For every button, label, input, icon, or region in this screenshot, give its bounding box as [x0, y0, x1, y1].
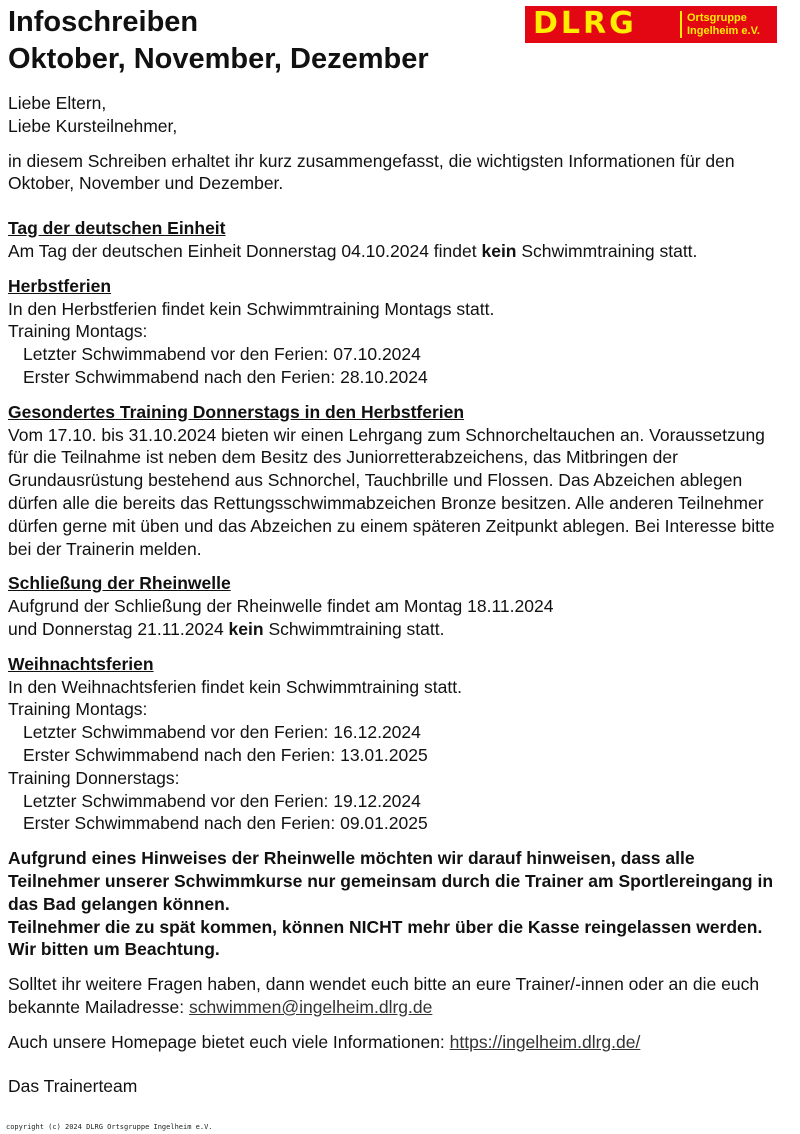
section-line: In den Herbstferien findet kein Schwimmtraining Montags statt.: [8, 298, 495, 319]
logo-subtitle: [687, 12, 760, 38]
logo-word: DLRG: [533, 6, 637, 42]
letter-body: [8, 92, 788, 1098]
date-line: Erster Schwimmabend nach den Ferien: 09.01.2025: [23, 813, 428, 834]
section-text: Vom 17.10. bis 31.10.2024 bieten wir einen Lehrgang zum Schnorcheltauchen an. Voraussetzung für die Teilnahme ist neben dem Besitz des Juniorretterabzeichens, das Mitbringen der Grundausrüstung bestehend aus Schnorchel, Tauchbrille und Flossen. Das Abzeichen ablegen dürfen alle die bereits das Rettungsschwimmabzeichen Bronze besitzen. Alle anderen Teilnehmer dürfen gerne mit üben und das Abzeichen zu einem späteren Zeitpunkt ablegen. Bei Interesse bitte bei der Trainerin melden.: [8, 424, 775, 559]
greeting: [8, 92, 788, 138]
logo-subtitle-line-1: Ortsgruppe: [687, 11, 747, 24]
date-line: Letzter Schwimmabend vor den Ferien: 16.12.2024: [23, 722, 421, 743]
page-title: [8, 4, 429, 78]
copyright-footer: copyright (c) 2024 DLRG Ortsgruppe Ingelheim e.V.: [6, 1123, 213, 1131]
date-line: Letzter Schwimmabend vor den Ferien: 19.12.2024: [23, 790, 421, 811]
homepage-paragraph: [8, 1031, 788, 1054]
greeting-line-1: Liebe Eltern,: [8, 93, 107, 113]
section-line: In den Weihnachtsferien findet kein Schwimmtraining statt.: [8, 676, 462, 697]
section-line: Training Montags:: [8, 699, 148, 720]
emphasis-text: kein: [228, 618, 264, 639]
title-line-2: Oktober, November, Dezember: [8, 43, 429, 75]
section-heading: Tag der deutschen Einheit: [8, 218, 226, 239]
text-segment: Schwimmtraining statt.: [516, 240, 698, 261]
homepage-link[interactable]: https://ingelheim.dlrg.de/: [449, 1031, 641, 1052]
text-segment: Am Tag der deutschen Einheit Donnerstag 04.10.2024 findet: [8, 240, 482, 261]
questions-paragraph: [8, 973, 788, 1019]
section-heading: Herbstferien: [8, 275, 112, 296]
notice-line-2: Teilnehmer die zu spät kommen, können NICHT mehr über die Kasse reingelassen werden. Wir bitten um Beachtung.: [8, 916, 763, 960]
section-heading: Weihnachtsferien: [8, 653, 154, 674]
section-weihnacht: [8, 653, 788, 835]
intro-paragraph: in diesem Schreiben erhaltet ihr kurz zusammengefasst, die wichtigsten Informationen für den Oktober, November und Dezember.: [8, 150, 735, 194]
important-notice: [8, 847, 788, 961]
email-link[interactable]: schwimmen@ingelheim.dlrg.de: [188, 996, 433, 1017]
section-line: Aufgrund der Schließung der Rheinwelle findet am Montag 18.11.2024: [8, 596, 554, 617]
logo-divider: [680, 11, 682, 38]
text-segment: und Donnerstag 21.11.2024: [8, 618, 229, 639]
section-text: [8, 240, 788, 263]
text-segment: Schwimmtraining statt.: [263, 618, 445, 639]
section-heading: Gesondertes Training Donnerstags in den Herbstferien: [8, 401, 465, 422]
text-segment: Auch unsere Homepage bietet euch viele Informationen:: [8, 1031, 450, 1052]
signature: Das Trainerteam: [8, 1076, 138, 1097]
title-line-1: Infoschreiben: [8, 6, 199, 38]
text-segment: Solltet ihr weitere Fragen haben, dann wendet euch bitte an eure Trainer/-innen oder an die euch bekannte Mailadresse:: [8, 974, 760, 1017]
notice-line-1: Aufgrund eines Hinweises der Rheinwelle möchten wir darauf hinweisen, dass alle Teilnehmer unserer Schwimmkurse nur gemeinsam durch die Trainer am Sportlereingang in das Bad gelangen können.: [8, 848, 774, 914]
date-line: Erster Schwimmabend nach den Ferien: 13.01.2025: [23, 744, 428, 765]
section-line: Training Donnerstags:: [8, 767, 180, 788]
section-herbst: [8, 275, 788, 389]
section-heading: Schließung der Rheinwelle: [8, 573, 231, 594]
section-rheinwelle: [8, 572, 788, 640]
date-line: Erster Schwimmabend nach den Ferien: 28.10.2024: [23, 366, 428, 387]
section-line: [8, 618, 788, 641]
section-gesondert: [8, 401, 788, 561]
section-line: Training Montags:: [8, 321, 148, 342]
date-line: Letzter Schwimmabend vor den Ferien: 07.10.2024: [23, 344, 421, 365]
dlrg-logo: [525, 6, 777, 43]
section-einheit: [8, 217, 788, 263]
emphasis-text: kein: [481, 240, 517, 261]
greeting-line-2: Liebe Kursteilnehmer,: [8, 115, 178, 136]
logo-subtitle-line-2: Ingelheim e.V.: [687, 24, 760, 37]
